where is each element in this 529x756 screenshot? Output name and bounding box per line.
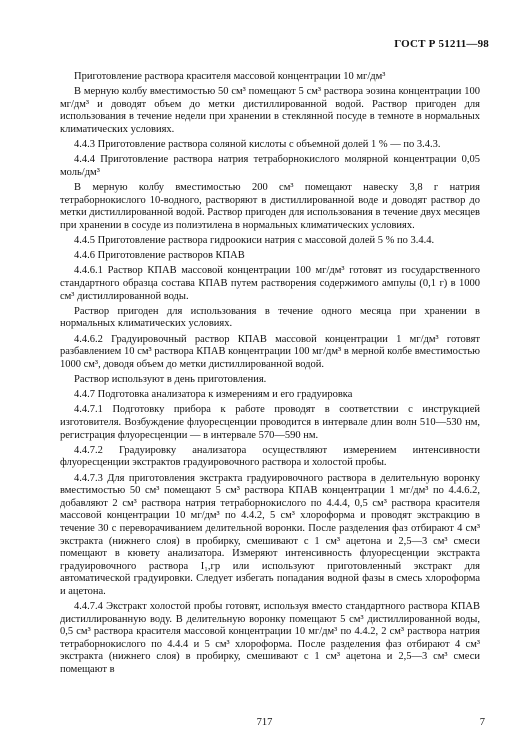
page-body — [60, 71, 480, 679]
paragraph: 4.4.7.3 Для приготовления экстракта градуировочного раствора в делительную воронку вместимостью 50 см³ помещают 5 см³ раствора КПАВ концентрации 1 мг/дм³ по 4.4.6.2, добавляют 2 см³ раствора натрия тетраборнокислого по 4.4.4, 0,5 см³ раствора красителя массовой концентрации 10 мг/дм³ по 4.4.2, 5 см³ хлороформа и проводят экстракцию в течение 30 с переворачиванием делительной воронки. После разделения фаз отбирают 4 см³ экстракта (нижнего слоя) в пробирку, смешивают с 1 см³ ацетона и 2,5—3 см³ смеси помещают в кювету анализатора. Измеряют интенсивность флуоресценции экстракта градуировочного раствора I₁,гр или используют приготовленный экстракт для автоматической градуировки. Следует избегать попадания водной фазы в смесь хлороформа и ацетона. — [60, 472, 480, 597]
paragraph: Приготовление раствора красителя массовой концентрации 10 мг/дм³ — [74, 71, 386, 82]
sheet-number: 717 — [256, 717, 273, 728]
paragraph: Раствор используют в день приготовления. — [74, 374, 267, 385]
paragraph: В мерную колбу вместимостью 200 см³ помещают навеску 3,8 г натрия тетраборнокислого 10-водного, растворяют в дистиллированной воде и доводят раствор до метки дистиллированной водой. Раствор пригоден для использования в течение двух месяцев при хранении в сосуде из полиэтилена в нормальных климатических условиях. — [60, 182, 480, 231]
paragraph: 4.4.6.2 Градуировочный раствор КПАВ массовой концентрации 1 мг/дм³ готовят разбавлением 10 см³ раствора КПАВ концентрации 100 мг/дм³ в мерной колбе вместимостью 1000 см³, доводя объем до метки дистиллированной водой. — [60, 333, 480, 370]
paragraph: 4.4.4 Приготовление раствора натрия тетраборнокислого молярной концентрации 0,05 моль/дм³ — [60, 154, 480, 178]
document-header: ГОСТ Р 51211—98 — [394, 38, 489, 50]
paragraph: 4.4.7.2 Градуировку анализатора осуществляют измерением интенсивности флуоресценции экстрактов градуировочного раствора и холостой пробы. — [60, 444, 480, 469]
paragraph: 4.4.7.1 Подготовку прибора к работе проводят в соответствии с инструкцией изготовителя. Возбуждение флуоресценции проводится в интервале длин волн 510—530 нм, регистрация флуоресценции — в интервале 570—590 нм. — [60, 404, 480, 441]
paragraph: Раствор пригоден для использования в течение одного месяца при хранении в нормальных климатических условиях. — [60, 305, 480, 330]
paragraph: 4.4.5 Приготовление раствора гидроокиси натрия с массовой долей 5 % по 3.4.4. — [74, 235, 435, 247]
paragraph: 4.4.7.4 Экстракт холостой пробы готовят, используя вместо стандартного раствора КПАВ дистиллированную воду. В делительную воронку помещают 5 см³ дистиллированной воды, 0,5 см³ раствора красителя массовой концентрации 10 мг/дм³ по 4.4.2, 2 см³ раствора натрия тетраборнокислого по 4.4.4 и 5 см³ хлороформа. После разделения фаз отбирают 4 см³ экстракта (нижнего слоя) в пробирку, смешивают с 1 см³ ацетона и 2,5—3 см³ смеси помещают в — [60, 601, 480, 676]
paragraph: 4.4.3 Приготовление раствора соляной кислоты с объемной долей 1 % — по 3.4.3. — [74, 139, 441, 151]
paragraph: В мерную колбу вместимостью 50 см³ помещают 5 см³ раствора эозина концентрации 100 мг/дм³ и доводят объем до метки дистиллированной водой. Раствор пригоден для использования в течение недели при хранении в стеклянной посуде в темноте в нормальных климатических условиях. — [60, 86, 480, 135]
paragraph: 4.4.6.1 Раствор КПАВ массовой концентрации 100 мг/дм³ готовят из государственного стандартного образца состава КПАВ путем растворения содержимого ампулы (0,1 г) в 1000 см³ дистиллированной воды. — [60, 265, 480, 302]
page-number: 7 — [479, 717, 485, 728]
paragraph: 4.4.7 Подготовка анализатора к измерениям и его градуировка — [74, 389, 353, 401]
paragraph: 4.4.6 Приготовление растворов КПАВ — [74, 250, 245, 262]
